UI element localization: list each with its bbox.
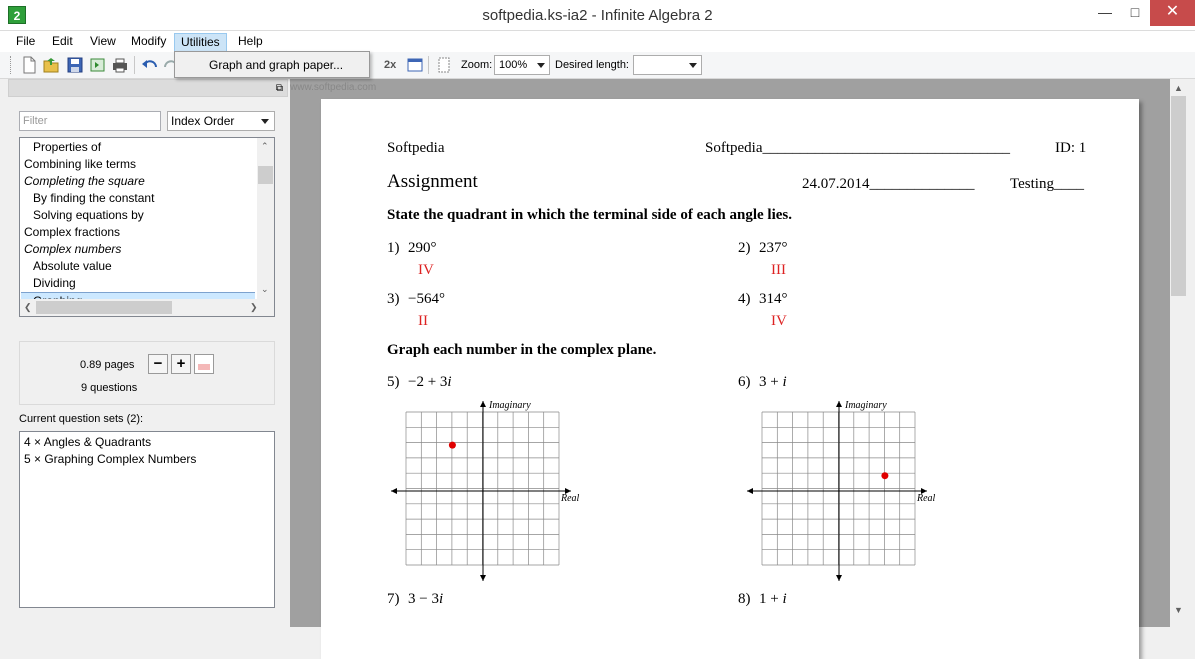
toolbar-grip bbox=[10, 56, 13, 74]
list-item[interactable]: By finding the constant bbox=[33, 191, 155, 205]
close-button[interactable]: ✕ bbox=[1150, 0, 1195, 26]
menu-utilities[interactable]: Utilities bbox=[174, 33, 227, 52]
export-icon[interactable] bbox=[89, 56, 107, 74]
chevron-down-icon bbox=[537, 63, 545, 68]
answer-text: IV bbox=[418, 262, 434, 278]
topic-list[interactable] bbox=[19, 137, 275, 317]
list-item[interactable]: 5 × Graphing Complex Numbers bbox=[24, 452, 197, 466]
chevron-up-icon[interactable]: ▲ bbox=[1174, 83, 1183, 93]
question-count: 9 questions bbox=[81, 382, 138, 394]
scrollbar-thumb[interactable] bbox=[258, 166, 273, 184]
header-period: Testing____ bbox=[1010, 176, 1084, 192]
window-icon[interactable] bbox=[406, 56, 424, 74]
open-folder-icon[interactable] bbox=[42, 56, 60, 74]
imaginary-unit: i bbox=[438, 591, 444, 607]
question-number: 8) bbox=[738, 591, 751, 607]
complex-plane-graph-2 bbox=[742, 397, 942, 587]
imaginary-unit: i bbox=[782, 374, 787, 390]
worksheet-title: Assignment bbox=[387, 171, 478, 192]
page-preview-icon bbox=[198, 364, 210, 370]
toolbar-separator bbox=[428, 56, 429, 74]
order-select[interactable] bbox=[167, 111, 275, 131]
page-count-box bbox=[19, 341, 275, 405]
chevron-down-icon[interactable]: ⌄ bbox=[261, 284, 269, 294]
imaginary-unit: i bbox=[782, 591, 787, 607]
maximize-button[interactable]: □ bbox=[1130, 4, 1140, 20]
question-text-real: −2 + 3 bbox=[408, 374, 448, 390]
question-text bbox=[408, 374, 452, 391]
document-view[interactable] bbox=[290, 79, 1170, 627]
header-name-line: Softpedia_________________________________ bbox=[705, 140, 1010, 156]
imaginary-axis-label: Imaginary bbox=[489, 400, 531, 411]
app-icon: 2 bbox=[8, 6, 26, 24]
list-item[interactable]: Complex numbers bbox=[24, 242, 122, 256]
plotted-point bbox=[449, 442, 456, 449]
restore-icon[interactable]: ⧉ bbox=[275, 83, 283, 94]
question-number: 5) bbox=[387, 374, 400, 390]
topic-list-hscrollbar[interactable] bbox=[20, 299, 274, 316]
menu-item-graph-paper[interactable]: Graph and graph paper... bbox=[209, 58, 344, 72]
worksheet-page bbox=[321, 99, 1139, 659]
real-axis-label: Real bbox=[917, 493, 936, 504]
question-text: 290° bbox=[408, 240, 437, 256]
question-text-real: 1 + bbox=[759, 591, 783, 607]
document-vscrollbar[interactable] bbox=[1170, 79, 1187, 627]
save-icon[interactable] bbox=[66, 56, 84, 74]
desired-length-label: Desired length: bbox=[555, 59, 629, 71]
question-text bbox=[759, 374, 787, 391]
instruction-complex-plane: Graph each number in the complex plane. bbox=[387, 342, 657, 358]
zoom-select[interactable] bbox=[494, 55, 550, 75]
zoom-label: Zoom: bbox=[461, 59, 493, 71]
topic-list-vscrollbar[interactable] bbox=[257, 138, 274, 300]
question-sets-label: Current question sets (2): bbox=[19, 413, 144, 425]
window-title: softpedia.ks-ia2 - Infinite Algebra 2 bbox=[482, 7, 713, 24]
chevron-left-icon[interactable]: ❮ bbox=[24, 302, 32, 312]
question-text: 314° bbox=[759, 291, 788, 307]
minimize-button[interactable]: — bbox=[1098, 4, 1112, 20]
plotted-point bbox=[881, 472, 888, 479]
decrease-button[interactable]: − bbox=[148, 354, 168, 374]
arrow-left-icon bbox=[391, 488, 397, 494]
question-number: 4) bbox=[738, 291, 751, 307]
order-value: Index Order bbox=[171, 114, 235, 128]
watermark: www.softpedia.com bbox=[290, 82, 377, 93]
list-item[interactable]: Combining like terms bbox=[24, 157, 137, 171]
list-item[interactable]: Solving equations by bbox=[33, 208, 144, 222]
answer-text: III bbox=[771, 262, 786, 278]
question-text: 237° bbox=[759, 240, 788, 256]
menu-bar bbox=[0, 31, 1195, 52]
menu-help[interactable]: Help bbox=[238, 34, 263, 48]
question-number: 7) bbox=[387, 591, 400, 607]
arrow-down-icon bbox=[480, 575, 486, 581]
undo-icon[interactable] bbox=[141, 56, 159, 74]
header-date: 24.07.2014______________ bbox=[802, 176, 975, 192]
list-item[interactable]: 4 × Angles & Quadrants bbox=[24, 435, 152, 449]
question-text: −564° bbox=[408, 291, 445, 307]
list-item[interactable]: Completing the square bbox=[24, 174, 145, 188]
arrow-down-icon bbox=[836, 575, 842, 581]
toolbar-separator bbox=[134, 56, 135, 74]
menu-view[interactable]: View bbox=[90, 34, 116, 48]
instruction-quadrants: State the quadrant in which the terminal side of each angle lies. bbox=[387, 207, 792, 223]
question-text bbox=[408, 591, 443, 608]
question-text-real: 3 − 3 bbox=[408, 591, 439, 607]
question-sets-list[interactable] bbox=[19, 431, 275, 608]
print-icon[interactable] bbox=[111, 56, 129, 74]
imaginary-axis-label: Imaginary bbox=[845, 400, 887, 411]
question-number: 1) bbox=[387, 240, 400, 256]
scrollbar-thumb[interactable] bbox=[36, 301, 172, 314]
chevron-down-icon bbox=[261, 119, 269, 124]
menu-edit[interactable]: Edit bbox=[52, 34, 73, 48]
filter-input[interactable]: Filter bbox=[19, 111, 161, 131]
scrollbar-thumb[interactable] bbox=[1171, 96, 1186, 296]
title-bar bbox=[0, 0, 1195, 31]
superscript-button[interactable]: 2x bbox=[384, 59, 397, 71]
complex-plane-graph-1 bbox=[386, 397, 586, 587]
question-number: 2) bbox=[738, 240, 751, 256]
chevron-right-icon[interactable]: ❯ bbox=[250, 302, 258, 312]
header-name: Softpedia bbox=[387, 140, 445, 156]
question-text-real: 3 + bbox=[759, 374, 783, 390]
page-count: 0.89 pages bbox=[80, 359, 135, 371]
header-id: ID: 1 bbox=[1055, 140, 1087, 156]
list-item[interactable]: Absolute value bbox=[33, 259, 112, 273]
question-number: 3) bbox=[387, 291, 400, 307]
zoom-value: 100% bbox=[499, 59, 528, 71]
chevron-up-icon[interactable]: ⌃ bbox=[261, 141, 269, 151]
answer-text: IV bbox=[771, 313, 787, 329]
list-item[interactable]: Dividing bbox=[33, 276, 76, 290]
increase-button[interactable]: + bbox=[171, 354, 191, 374]
panel-header bbox=[8, 79, 288, 97]
real-axis-label: Real bbox=[561, 493, 580, 504]
question-number: 6) bbox=[738, 374, 751, 390]
page-preview-button[interactable] bbox=[194, 354, 214, 374]
page-icon[interactable] bbox=[435, 56, 453, 74]
question-text bbox=[759, 591, 787, 608]
arrow-up-icon bbox=[836, 401, 842, 407]
utilities-dropdown bbox=[174, 51, 370, 78]
chevron-down-icon[interactable]: ▼ bbox=[1174, 605, 1183, 615]
list-item[interactable]: Properties of bbox=[33, 140, 102, 154]
imaginary-unit: i bbox=[447, 374, 452, 390]
menu-modify[interactable]: Modify bbox=[131, 34, 167, 48]
desired-length-select[interactable] bbox=[633, 55, 702, 75]
question-panel bbox=[8, 79, 288, 627]
menu-file[interactable]: File bbox=[16, 34, 36, 48]
new-document-icon[interactable] bbox=[20, 56, 38, 74]
list-item[interactable]: Complex fractions bbox=[24, 225, 121, 239]
answer-text: II bbox=[418, 313, 428, 329]
arrow-left-icon bbox=[747, 488, 753, 494]
chevron-down-icon bbox=[689, 63, 697, 68]
arrow-up-icon bbox=[480, 401, 486, 407]
